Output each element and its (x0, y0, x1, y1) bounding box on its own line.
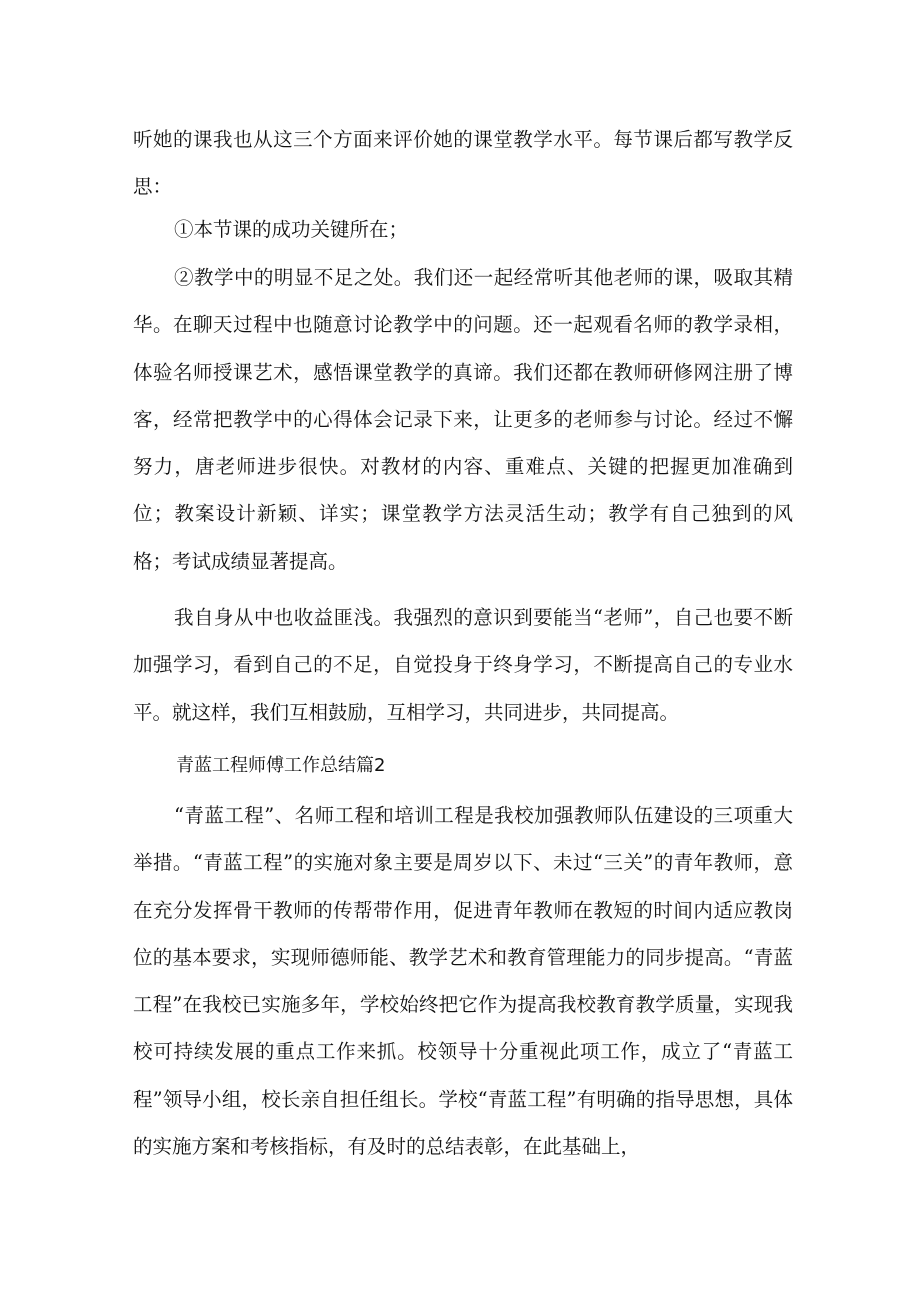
paragraph-list-item-1: ①本节课的成功关键所在； (174, 218, 409, 241)
paragraph-list-item-2: ②教学中的明显不足之处。我们还一起经常听其他老师的课，吸取其精华。在聊天过程中也随意讨论教学中的问题。还一起观看名师的教学录相，体验名师授课艺术，感悟课堂教学的真谛。我们还都在教师研修网注册了博客，经常把教学中的心得体会记录下来，让更多的老师参与讨论。经过不懈努力，唐老师进步很快。对教材的内容、重难点、关键的把握更加准确到位；教案设计新颖、详实；课堂教学方法灵活生动；教学有自己独到的风格；考试成绩显著提高。 (133, 266, 793, 573)
paragraph-reflection: 我自身从中也收益匪浅。我强烈的意识到要能当“老师”，自己也要不断加强学习，看到自己的不足，自觉投身于终身学习，不断提高自己的专业水平。就这样，我们互相鼓励，互相学习，共同进步，共同提高。 (133, 606, 793, 724)
paragraph-continuation: 听她的课我也从这三个方面来评价她的课堂教学水平。每节课后都写教学反思： (133, 128, 793, 199)
section-heading: 青蓝工程师傅工作总结篇2 (176, 755, 386, 776)
paragraph-section-body: “青蓝工程”、名师工程和培训工程是我校加强教师队伍建设的三项重大举措。“青蓝工程”的实施对象主要是周岁以下、未过“三关”的青年教师，意在充分发挥骨干教师的传帮带作用，促进青年教师在教短的时间内适应教岗位的基本要求，实现师德师能、教学艺术和教育管理能力的同步提高。“青蓝工程”在我校已实施多年，学校始终把它作为提高我校教育教学质量，实现我校可持续发展的重点工作来抓。校领导十分重视此项工作，成立了“青蓝工程”领导小组，校长亲自担任组长。学校“青蓝工程”有明确的指导思想，具体的实施方案和考核指标，有及时的总结表彰，在此基础上， (133, 804, 793, 1159)
